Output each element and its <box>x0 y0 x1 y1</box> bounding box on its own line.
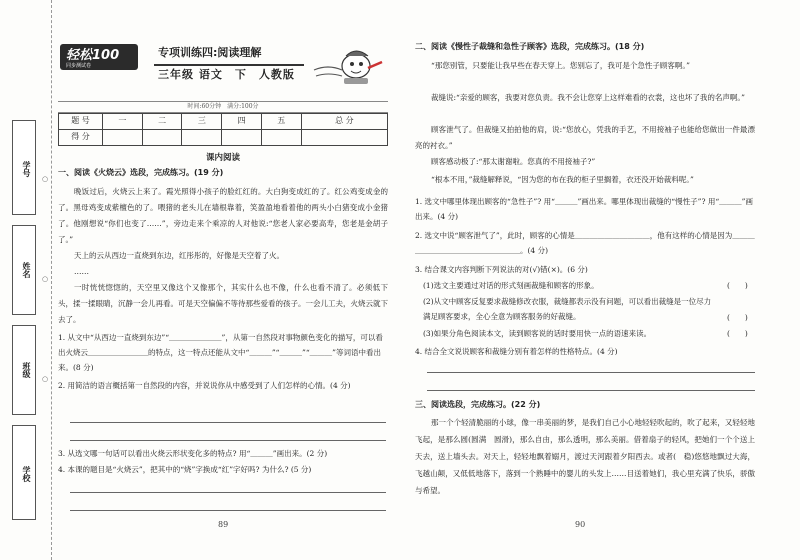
page-subtitle: 三年级 语文 下 人教版 <box>158 68 295 81</box>
table-cell: 题 号 <box>59 114 103 130</box>
score-input-cell[interactable] <box>103 130 143 146</box>
judgement-box[interactable]: ( ) <box>727 313 748 322</box>
question-3: 3. 结合课文内容判断下列说法的对(√)错(×)。(6 分) <box>415 265 588 274</box>
logo-text: 轻松100 <box>66 48 120 63</box>
table-cell: 五 <box>261 114 301 130</box>
page-header <box>58 40 388 98</box>
judgement-box[interactable]: ( ) <box>727 329 748 338</box>
passage-paragraph: 一时恍恍惚惚的，天空里又像这个又像那个，其实什么也不像，什么也看不清了。必须低下头，揉一揉眼睛，沉静一会儿再看。可是天空偏偏不等待那些爱看的孩子。一会儿工夫，火烧云就下去了。 <box>58 283 388 324</box>
title-divider <box>154 64 304 66</box>
table-cell: 三 <box>182 114 222 130</box>
page-number: 89 <box>218 520 229 529</box>
binding-label: 姓名 <box>22 262 32 278</box>
cut-mark: ○ <box>42 275 49 283</box>
logo-subtitle: 同步测试卷 <box>66 62 92 69</box>
score-input-cell[interactable] <box>222 130 262 146</box>
question-1: 1. 选文中哪里体现出顾客的“急性子”? 用“＿＿＿”画出来。哪里体现出裁缝的“慢性子”? 用“＿＿＿”画出来。(4 分) <box>415 197 754 221</box>
table-cell: 总 分 <box>301 114 387 130</box>
statement-2: (2)从文中顾客反复要求裁缝修改衣服，裁缝都表示没有问题，可以看出裁缝是一位尽力满足顾客要求，全心全意为顾客服务的好裁缝。 <box>423 297 712 321</box>
score-input-cell[interactable] <box>182 130 222 146</box>
question-4: 4. 本课的题目是“火烧云”，把其中的“烧”字换成“红”字好吗? 为什么? (5 分) <box>58 465 312 474</box>
test-meta: 时间:60分钟 满分:100分 <box>58 101 388 113</box>
passage-paragraph: “那您别管，只要能让我早些在春天穿上。您别忘了，我可是个急性子顾客啊。” <box>431 61 690 70</box>
question-heading: 二、阅读《慢性子裁缝和急性子顾客》选段，完成练习。(18 分) <box>415 42 645 51</box>
answer-line[interactable] <box>70 422 386 423</box>
question-heading: 三、阅读选段，完成练习。(22 分) <box>415 400 541 409</box>
answer-line[interactable] <box>427 372 755 373</box>
left-page <box>58 0 393 560</box>
binding-strip <box>0 0 52 560</box>
question-1: 1. 从文中“从西边一直烧到东边”“＿＿＿＿＿＿＿”，从第一自然段对事物颜色变化的描写，可以看出火烧云＿＿＿＿＿＿＿＿的特点，这一特点还能从文中“＿＿＿”“＿＿＿”“＿＿＿”等词语中看出来。(8 分) <box>58 333 383 372</box>
answer-line[interactable] <box>70 492 386 493</box>
score-input-cell[interactable] <box>301 130 387 146</box>
answer-line[interactable] <box>70 510 386 511</box>
score-table <box>58 113 388 146</box>
answer-line[interactable] <box>427 390 755 391</box>
binding-label: 班级 <box>22 362 32 378</box>
page-title: 专项训练四:阅读理解 <box>158 46 262 59</box>
binding-box-school <box>12 425 36 520</box>
passage-paragraph: 那一个个轻清脆丽的小球，像一串美丽的梦，是我们自己小心地轻轻吹起的，吹了起来，又轻轻地飞起，是那么圆(圆满 圆滑)，那么自由，那么透明，那么美丽。借着扇子的轻风，把她们一个个送上天去，送上墙头去。对天上，轻轻地飘着嫋月，渡过天河跟着夕阳西去。或者( 稳)悠悠地飘过大海，飞越山颠，又低低地落下，落到一个熟睡中的婴儿的头发上……目送着她们，我心里充满了快乐，骄傲与希望。 <box>415 418 755 495</box>
passage-paragraph: 顾客感动极了:“那太谢谢啦。您真的不用接袖子?” <box>431 157 596 166</box>
answer-line[interactable] <box>70 440 386 441</box>
binding-label: 学校 <box>22 466 32 482</box>
question-2: 2. 选文中说“顾客泄气了”，此时，顾客的心情是＿＿＿＿＿＿＿＿＿＿，他有这样的心情是因为＿＿＿＿＿＿＿＿＿＿＿＿＿＿＿＿＿。(4 分) <box>415 231 755 255</box>
table-cell: 一 <box>103 114 143 130</box>
score-input-cell[interactable] <box>261 130 301 146</box>
table-row <box>59 130 388 146</box>
question-2: 2. 用简洁的语言概括第一自然段的内容，并说说你从中感受到了人们怎样的心情。(4 分) <box>58 381 351 390</box>
passage-paragraph: 顾客泄气了。但裁缝又拍拍他的肩，说:“您放心，凭我的手艺，不用接袖子也能给您做出一件最漂亮的衬衣。” <box>415 125 755 150</box>
question-heading: 一、阅读《火烧云》选段，完成练习。(19 分) <box>58 168 224 177</box>
table-cell: 二 <box>142 114 182 130</box>
passage-paragraph: 裁缝说:“亲爱的顾客，我要对您负责。我不会让您穿上这样难看的衣裳，这也坏了我的名声啊。” <box>431 93 745 102</box>
question-3: 3. 从选文哪一句话可以看出火烧云形状变化多的特点? 用“＿＿＿”画出来。(2 分) <box>58 449 328 458</box>
section-title: 课内阅读 <box>205 153 240 163</box>
table-cell: 四 <box>222 114 262 130</box>
mascot-illustration-icon <box>304 44 384 88</box>
passage-paragraph: “根本不用，”裁缝解释说，“因为您的布在我的柜子里搁着，衣还没开始裁料呢。” <box>431 175 694 184</box>
passage-paragraph: 天上的云从西边一直烧到东边，红彤彤的，好像是天空着了火。 <box>74 251 284 260</box>
page-number: 90 <box>575 520 586 529</box>
question-4: 4. 结合全文说说顾客和裁缝分别有着怎样的性格特点。(4 分) <box>415 347 618 356</box>
cut-mark: ○ <box>42 175 49 183</box>
statement-1: (1)选文主要通过对话的形式刻画裁缝和顾客的形象。 <box>423 281 599 290</box>
judgement-box[interactable]: ( ) <box>727 281 748 290</box>
brand-logo <box>60 44 138 70</box>
cut-mark: ○ <box>42 375 49 383</box>
table-cell: 得 分 <box>59 130 103 146</box>
passage-paragraph: 晚饭过后，火烧云上来了。霞光照得小孩子的脸红红的。大白狗变成红的了。红公鸡变成金的了。黑母鸡变成紫檀色的了。喂猪的老头儿在墙根靠着，笑盈盈地看着他的两头小白猪变成小金猪了。他刚想说“你们也变了……”，旁边走来个乘凉的人对他说:“您老人家必要高寿，您老是金胡子了。” <box>58 187 388 244</box>
binding-box-class <box>12 325 36 415</box>
binding-box-name <box>12 225 36 315</box>
table-row <box>59 114 388 130</box>
score-input-cell[interactable] <box>142 130 182 146</box>
binding-box-student-id <box>12 120 36 215</box>
passage-paragraph: …… <box>74 267 89 276</box>
statement-3: (3)如果分角色阅读本文，读到顾客说的话时要用快一点的语速来读。 <box>423 329 652 338</box>
binding-label: 学号 <box>22 161 32 177</box>
right-page <box>415 0 760 560</box>
